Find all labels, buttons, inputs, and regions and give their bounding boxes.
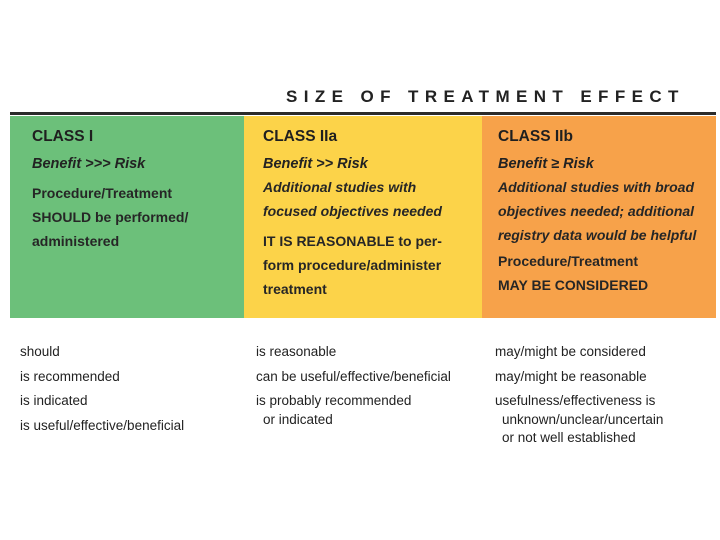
term-item-continuation: or indicated (263, 411, 333, 427)
class-i-line-2: SHOULD be performed/ (32, 209, 189, 225)
class-iib-italic-line-1: Additional studies with broad (498, 179, 694, 195)
class-iia-italic-line-2: focused objectives needed (263, 203, 442, 219)
class-i-terms (20, 340, 184, 438)
term-item-continuation: or not well established (502, 430, 636, 445)
size-of-treatment-effect-title: SIZE OF TREATMENT EFFECT (286, 87, 685, 106)
term-item: may/might be reasonable (495, 368, 647, 384)
header-rule (10, 112, 716, 115)
class-iib-panel (482, 116, 716, 318)
term-item: may/might be considered (495, 344, 646, 359)
term-item: is indicated (20, 393, 88, 408)
class-i-title: CLASS I (32, 128, 94, 145)
term-item: is recommended (20, 368, 120, 384)
class-iia-line-2: form procedure/administer (263, 257, 442, 273)
class-iia-line-3: treatment (263, 281, 327, 297)
class-iib-italic-line-3: registry data would be helpful (498, 227, 697, 243)
class-iib-line-2: MAY BE CONSIDERED (498, 277, 649, 293)
class-iib-title: CLASS IIb (498, 128, 573, 145)
class-i-panel (10, 116, 244, 318)
term-item: should (20, 344, 60, 359)
class-i-line-1: Procedure/Treatment (32, 185, 173, 201)
class-iib-terms (495, 340, 663, 448)
term-item: can be useful/effective/beneficial (256, 368, 451, 384)
class-iia-italic-line-1: Additional studies with (263, 179, 417, 195)
term-item: usefulness/effectiveness is (495, 393, 656, 408)
term-item: is useful/effective/beneficial (20, 417, 185, 433)
term-item-continuation: unknown/unclear/uncertain (502, 411, 664, 427)
class-iia-title: CLASS IIa (263, 128, 338, 145)
class-iib-benefit: Benefit ≥ Risk (498, 156, 594, 172)
term-item: is probably recommended (256, 393, 412, 408)
term-item: is reasonable (256, 344, 337, 359)
class-iia-benefit: Benefit >> Risk (263, 156, 368, 172)
class-iib-line-1: Procedure/Treatment (498, 253, 639, 269)
class-iia-terms (256, 340, 451, 429)
class-iib-italic-line-2: objectives needed; additional (498, 203, 695, 219)
class-i-benefit: Benefit >>> Risk (32, 156, 146, 172)
class-iia-panel (244, 116, 482, 318)
class-i-line-3: administered (32, 233, 120, 249)
class-iia-line-1: IT IS REASONABLE to per- (263, 233, 442, 249)
